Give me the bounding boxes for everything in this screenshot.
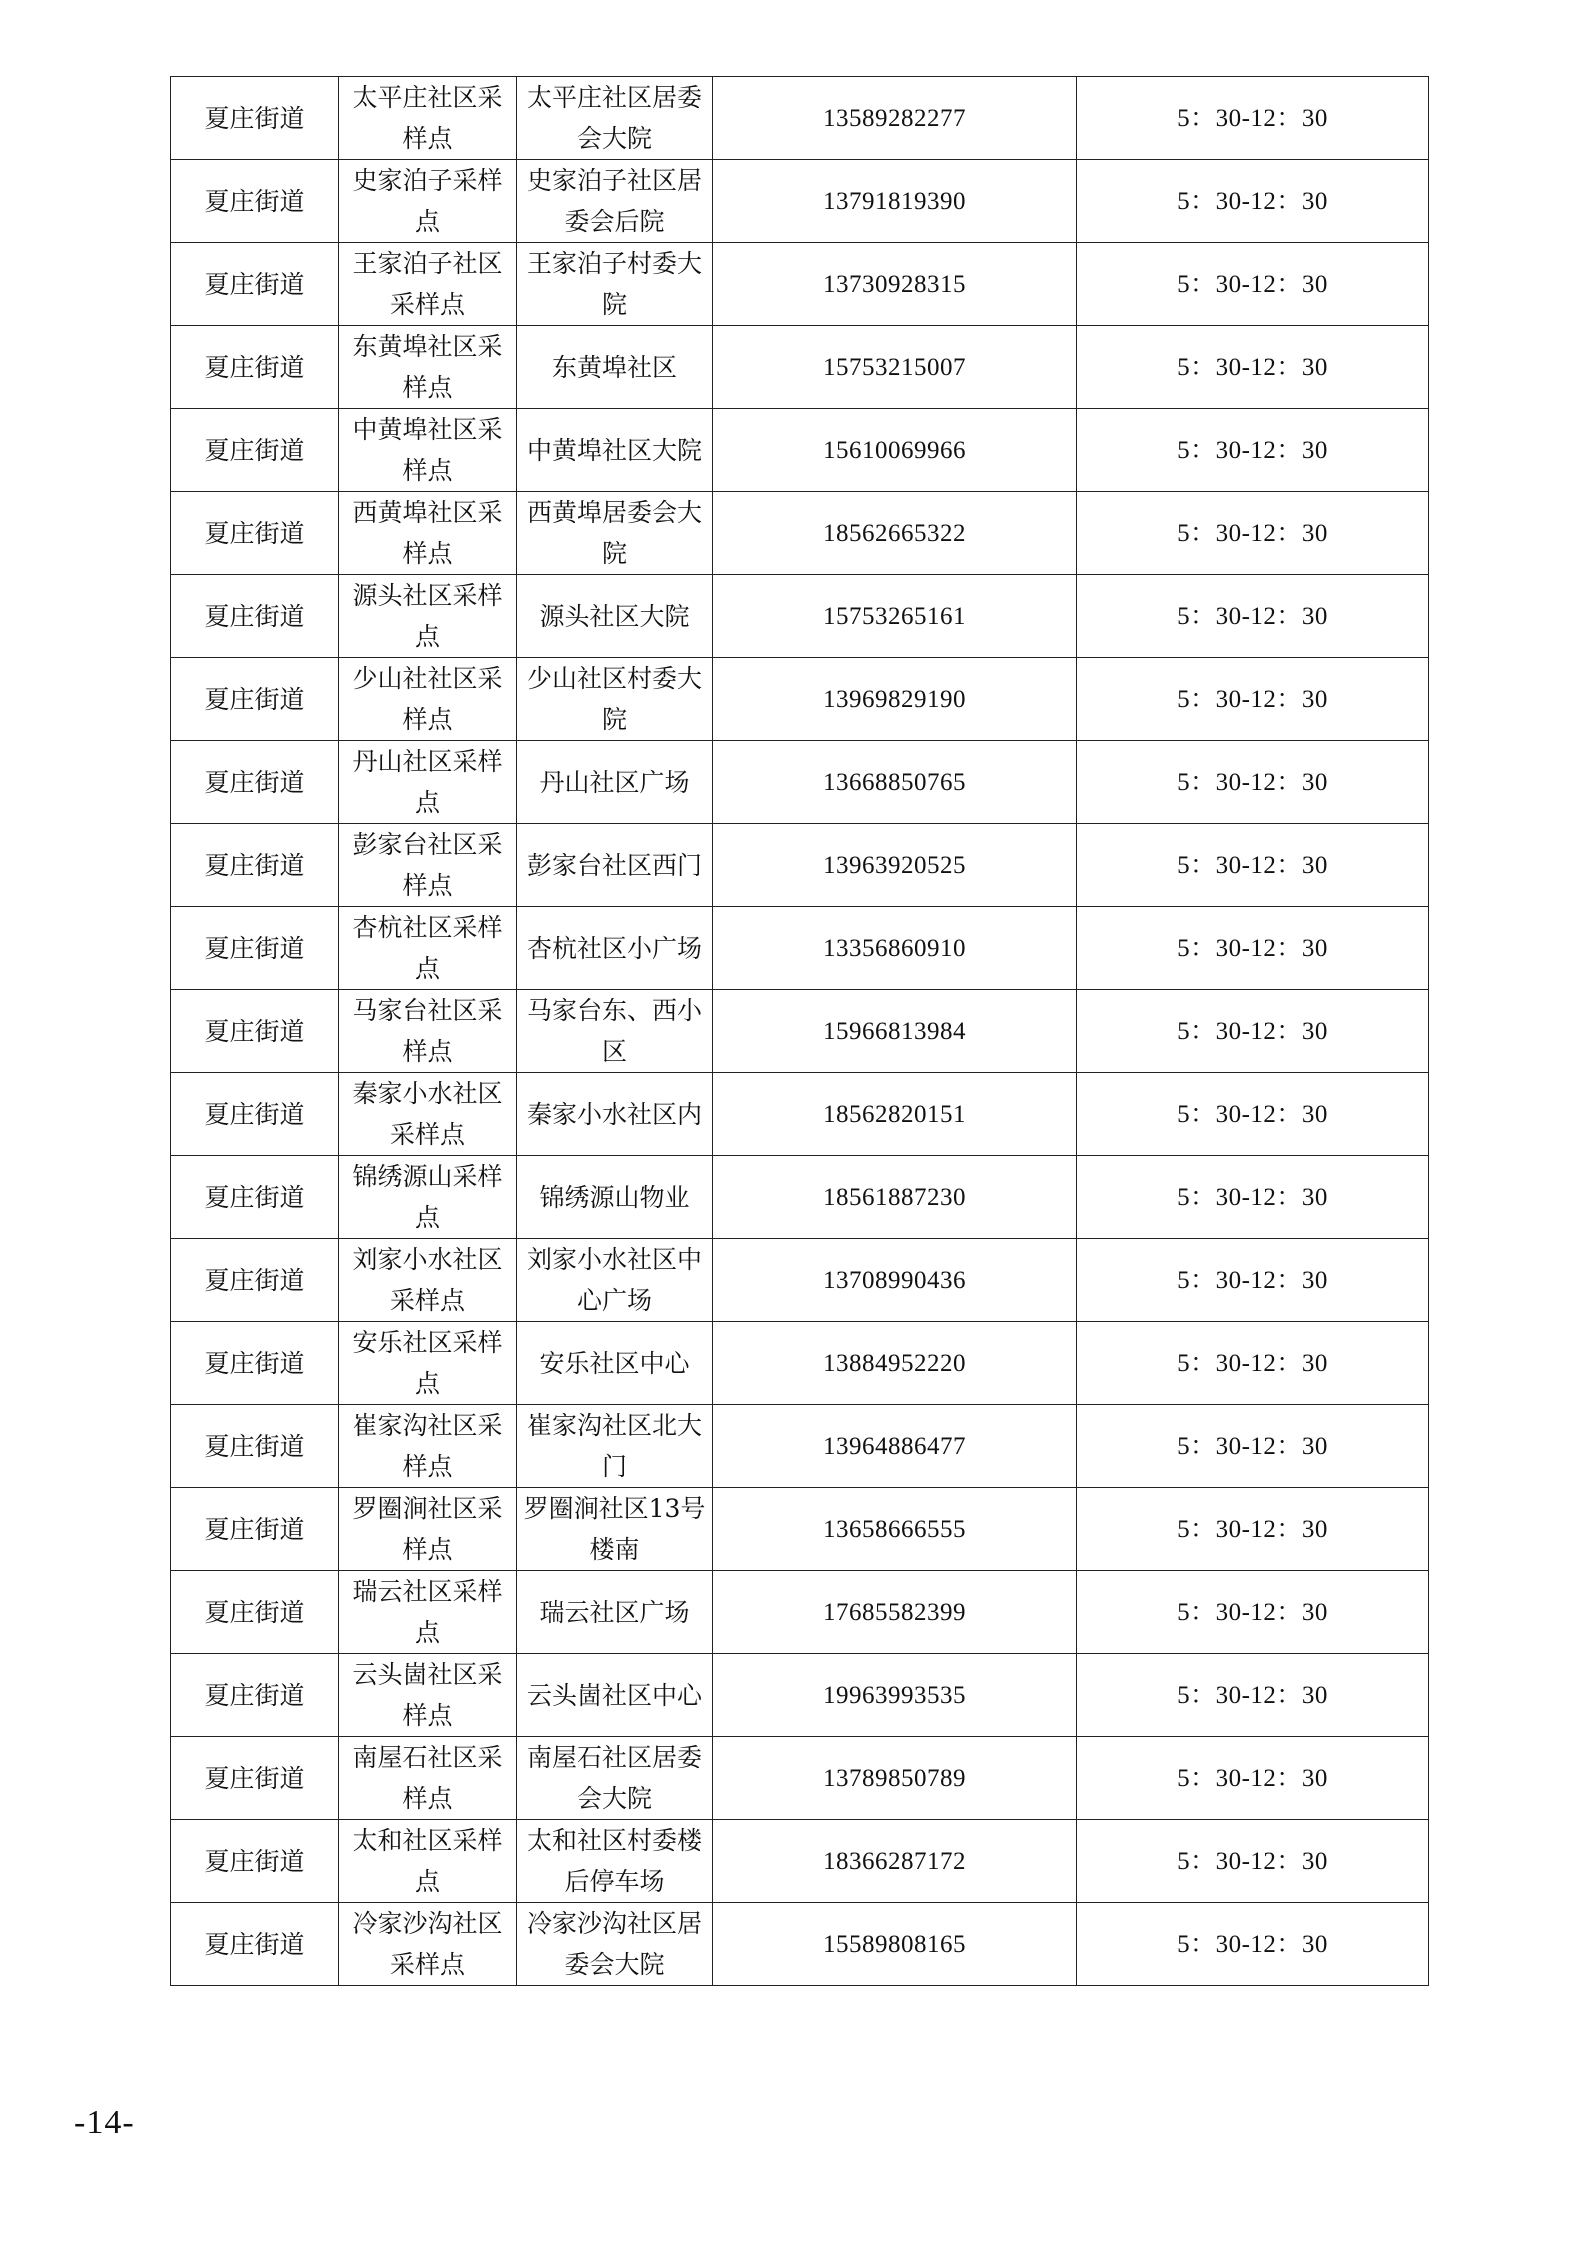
- table-row: [171, 741, 1429, 824]
- hours-cell: 5：30-12：30: [1077, 1571, 1429, 1654]
- table-row: [171, 990, 1429, 1073]
- table-row: [171, 907, 1429, 990]
- phone-cell: 13356860910: [713, 907, 1077, 990]
- street-cell: 夏庄街道: [171, 77, 339, 160]
- hours-cell: 5：30-12：30: [1077, 575, 1429, 658]
- hours-cell: 5：30-12：30: [1077, 658, 1429, 741]
- street-cell: 夏庄街道: [171, 1737, 339, 1820]
- phone-cell: 15753265161: [713, 575, 1077, 658]
- table-body: [171, 77, 1429, 1986]
- site-name-cell: 少山社社区采样点: [339, 658, 517, 741]
- hours-cell: 5：30-12：30: [1077, 160, 1429, 243]
- site-name-cell: 史家泊子采样点: [339, 160, 517, 243]
- phone-cell: 13668850765: [713, 741, 1077, 824]
- hours-cell: 5：30-12：30: [1077, 77, 1429, 160]
- site-name-cell: 西黄埠社区采样点: [339, 492, 517, 575]
- street-cell: 夏庄街道: [171, 658, 339, 741]
- address-cell: 源头社区大院: [517, 575, 713, 658]
- phone-cell: 15966813984: [713, 990, 1077, 1073]
- address-cell: 中黄埠社区大院: [517, 409, 713, 492]
- phone-cell: 13789850789: [713, 1737, 1077, 1820]
- address-cell: 太平庄社区居委会大院: [517, 77, 713, 160]
- table-row: [171, 1737, 1429, 1820]
- address-cell: 彭家台社区西门: [517, 824, 713, 907]
- address-cell: 少山社区村委大院: [517, 658, 713, 741]
- hours-cell: 5：30-12：30: [1077, 1488, 1429, 1571]
- hours-cell: 5：30-12：30: [1077, 326, 1429, 409]
- street-cell: 夏庄街道: [171, 1903, 339, 1986]
- hours-cell: 5：30-12：30: [1077, 409, 1429, 492]
- hours-cell: 5：30-12：30: [1077, 1903, 1429, 1986]
- phone-cell: 15589808165: [713, 1903, 1077, 1986]
- street-cell: 夏庄街道: [171, 492, 339, 575]
- hours-cell: 5：30-12：30: [1077, 492, 1429, 575]
- address-cell: 东黄埠社区: [517, 326, 713, 409]
- hours-cell: 5：30-12：30: [1077, 1654, 1429, 1737]
- table-row: [171, 492, 1429, 575]
- phone-cell: 19963993535: [713, 1654, 1077, 1737]
- phone-cell: 13964886477: [713, 1405, 1077, 1488]
- street-cell: 夏庄街道: [171, 575, 339, 658]
- address-cell: 史家泊子社区居委会后院: [517, 160, 713, 243]
- site-name-cell: 彭家台社区采样点: [339, 824, 517, 907]
- site-name-cell: 东黄埠社区采样点: [339, 326, 517, 409]
- table-row: [171, 77, 1429, 160]
- site-name-cell: 秦家小水社区采样点: [339, 1073, 517, 1156]
- street-cell: 夏庄街道: [171, 243, 339, 326]
- table-row: [171, 1903, 1429, 1986]
- street-cell: 夏庄街道: [171, 1322, 339, 1405]
- site-name-cell: 南屋石社区采样点: [339, 1737, 517, 1820]
- street-cell: 夏庄街道: [171, 1239, 339, 1322]
- hours-cell: 5：30-12：30: [1077, 741, 1429, 824]
- address-cell: 瑞云社区广场: [517, 1571, 713, 1654]
- site-name-cell: 安乐社区采样点: [339, 1322, 517, 1405]
- address-cell: 王家泊子村委大院: [517, 243, 713, 326]
- street-cell: 夏庄街道: [171, 1156, 339, 1239]
- street-cell: 夏庄街道: [171, 907, 339, 990]
- table-row: [171, 326, 1429, 409]
- hours-cell: 5：30-12：30: [1077, 990, 1429, 1073]
- street-cell: 夏庄街道: [171, 990, 339, 1073]
- phone-cell: 13963920525: [713, 824, 1077, 907]
- hours-cell: 5：30-12：30: [1077, 1737, 1429, 1820]
- site-name-cell: 锦绣源山采样点: [339, 1156, 517, 1239]
- phone-cell: 18562665322: [713, 492, 1077, 575]
- phone-cell: 15753215007: [713, 326, 1077, 409]
- table-row: [171, 1571, 1429, 1654]
- street-cell: 夏庄街道: [171, 1073, 339, 1156]
- table-row: [171, 824, 1429, 907]
- street-cell: 夏庄街道: [171, 1571, 339, 1654]
- address-cell: 锦绣源山物业: [517, 1156, 713, 1239]
- phone-cell: 13658666555: [713, 1488, 1077, 1571]
- site-name-cell: 太平庄社区采样点: [339, 77, 517, 160]
- site-name-cell: 杏杭社区采样点: [339, 907, 517, 990]
- table-row: [171, 409, 1429, 492]
- table-row: [171, 1820, 1429, 1903]
- table-row: [171, 658, 1429, 741]
- street-cell: 夏庄街道: [171, 409, 339, 492]
- address-cell: 刘家小水社区中心广场: [517, 1239, 713, 1322]
- hours-cell: 5：30-12：30: [1077, 1405, 1429, 1488]
- table-row: [171, 1654, 1429, 1737]
- table-row: [171, 243, 1429, 326]
- hours-cell: 5：30-12：30: [1077, 824, 1429, 907]
- table-row: [171, 1156, 1429, 1239]
- street-cell: 夏庄街道: [171, 160, 339, 243]
- hours-cell: 5：30-12：30: [1077, 1156, 1429, 1239]
- street-cell: 夏庄街道: [171, 326, 339, 409]
- address-cell: 秦家小水社区内: [517, 1073, 713, 1156]
- street-cell: 夏庄街道: [171, 1488, 339, 1571]
- site-name-cell: 崔家沟社区采样点: [339, 1405, 517, 1488]
- phone-cell: 18562820151: [713, 1073, 1077, 1156]
- street-cell: 夏庄街道: [171, 1405, 339, 1488]
- address-cell: 太和社区村委楼后停车场: [517, 1820, 713, 1903]
- site-name-cell: 王家泊子社区采样点: [339, 243, 517, 326]
- table-row: [171, 1488, 1429, 1571]
- address-cell: 杏杭社区小广场: [517, 907, 713, 990]
- address-cell: 南屋石社区居委会大院: [517, 1737, 713, 1820]
- phone-cell: 13708990436: [713, 1239, 1077, 1322]
- hours-cell: 5：30-12：30: [1077, 1239, 1429, 1322]
- phone-cell: 15610069966: [713, 409, 1077, 492]
- hours-cell: 5：30-12：30: [1077, 1820, 1429, 1903]
- address-cell: 马家台东、西小区: [517, 990, 713, 1073]
- site-name-cell: 源头社区采样点: [339, 575, 517, 658]
- site-name-cell: 罗圈涧社区采样点: [339, 1488, 517, 1571]
- street-cell: 夏庄街道: [171, 741, 339, 824]
- street-cell: 夏庄街道: [171, 824, 339, 907]
- site-name-cell: 太和社区采样点: [339, 1820, 517, 1903]
- page-number: -14-: [74, 2104, 135, 2141]
- hours-cell: 5：30-12：30: [1077, 1322, 1429, 1405]
- hours-cell: 5：30-12：30: [1077, 1073, 1429, 1156]
- address-cell: 安乐社区中心: [517, 1322, 713, 1405]
- phone-cell: 17685582399: [713, 1571, 1077, 1654]
- address-cell: 云头崮社区中心: [517, 1654, 713, 1737]
- site-name-cell: 冷家沙沟社区采样点: [339, 1903, 517, 1986]
- address-cell: 西黄埠居委会大院: [517, 492, 713, 575]
- phone-cell: 13589282277: [713, 77, 1077, 160]
- address-cell: 罗圈涧社区13号楼南: [517, 1488, 713, 1571]
- table-row: [171, 1405, 1429, 1488]
- table-row: [171, 575, 1429, 658]
- table-row: [171, 1239, 1429, 1322]
- site-name-cell: 中黄埠社区采样点: [339, 409, 517, 492]
- phone-cell: 18561887230: [713, 1156, 1077, 1239]
- hours-cell: 5：30-12：30: [1077, 907, 1429, 990]
- hours-cell: 5：30-12：30: [1077, 243, 1429, 326]
- sampling-sites-table: [170, 76, 1429, 1986]
- street-cell: 夏庄街道: [171, 1654, 339, 1737]
- site-name-cell: 丹山社区采样点: [339, 741, 517, 824]
- site-name-cell: 瑞云社区采样点: [339, 1571, 517, 1654]
- table-row: [171, 1073, 1429, 1156]
- phone-cell: 13791819390: [713, 160, 1077, 243]
- address-cell: 冷家沙沟社区居委会大院: [517, 1903, 713, 1986]
- phone-cell: 18366287172: [713, 1820, 1077, 1903]
- site-name-cell: 马家台社区采样点: [339, 990, 517, 1073]
- address-cell: 丹山社区广场: [517, 741, 713, 824]
- phone-cell: 13730928315: [713, 243, 1077, 326]
- table-row: [171, 1322, 1429, 1405]
- site-name-cell: 刘家小水社区采样点: [339, 1239, 517, 1322]
- document-page: [170, 76, 1428, 1986]
- phone-cell: 13884952220: [713, 1322, 1077, 1405]
- street-cell: 夏庄街道: [171, 1820, 339, 1903]
- table-row: [171, 160, 1429, 243]
- address-cell: 崔家沟社区北大门: [517, 1405, 713, 1488]
- phone-cell: 13969829190: [713, 658, 1077, 741]
- site-name-cell: 云头崮社区采样点: [339, 1654, 517, 1737]
